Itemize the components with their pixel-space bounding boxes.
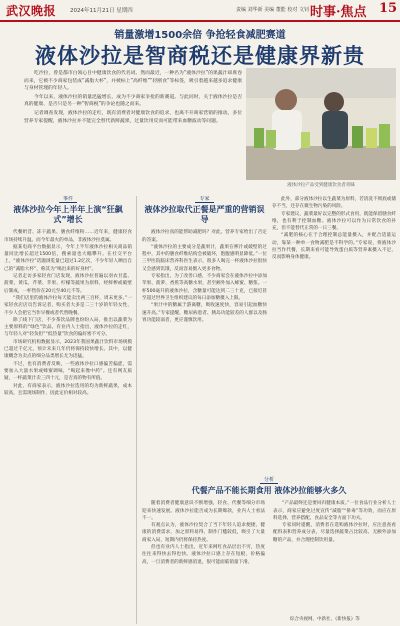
- body-paragraph: 除了线下门店，不少茶饮品牌也纷纷入局，推出以蔬菜为主要原料的“绿色”饮品。有业内人士指出，液体沙拉的走红，与年轻人对“轻负担”“低热量”饮食的偏好密不可分。: [4, 317, 132, 338]
- column-expert: [142, 196, 267, 471]
- body-paragraph: 此外，部分液体沙拉以生蔬菜为原料，若清洗不彻底或储存不当，还存在微生物污染的风险。: [272, 197, 396, 210]
- column-title: 液体沙拉取代正餐是严重的营销误导: [144, 205, 265, 225]
- body-paragraph: 记者走访多家轻食门店发现，液体沙拉普遍以羽衣甘蓝、菠菜、黄瓜、芹菜、苹果、柠檬等蔬果为原料，经鲜榨或破壁后制成，一杯售价在20元至40元不等。: [4, 274, 132, 294]
- juice-bar-photo-illustration: [246, 68, 396, 180]
- body-paragraph: 随着消费者健康意识不断增强，轻食、代餐等细分市场迎来快速发展。液体沙拉能否成为长期爆款，业内人士看法不一。: [142, 501, 265, 521]
- column-title: 液体沙拉今年上半年上演“狂飙式”增长: [13, 205, 123, 225]
- body-paragraph: 有观点认为，液体沙拉契合了当下年轻人追求便捷、健康的消费需求，加之原料易得、制作门槛较低，吸引了大量商家入局，短期内仍将保持热度。: [142, 523, 265, 543]
- column-expert-continued: [272, 196, 396, 471]
- lead-paragraph: 记者调查发现，液体沙拉的走红，既有消费者对健康饮食的追求，也离不开商家营销的推动。多位营养专家提醒，液体沙拉并不能完全替代新鲜蔬果，过量饮用反而可能带来血糖波动等问题。: [24, 110, 242, 124]
- page-header: [0, 0, 400, 22]
- body-paragraph: 液体沙拉真的能帮助减肥吗？对此，营养专家给出了否定的答案。: [142, 230, 267, 243]
- column-title: 代餐产品不能长期食用 液体沙拉能够火多久: [191, 486, 347, 496]
- body-paragraph: 专家建议，蔬菜最好以完整的形式食用，既能保留膳食纤维，也有利于控制血糖。液体沙拉可以作为日常饮食的补充，但不能替代正常的一日三餐。: [272, 211, 396, 232]
- body-paragraph: “果汁中的糖属于游离糖，吸收速度快，容易引起血糖快速升高。”专家提醒，糖尿病患者、胰岛功能较差的人群以及肠胃功能较弱者，更应谨慎饮用。: [142, 303, 267, 323]
- body-paragraph: “我们店里的液体沙拉每天能卖出两三百杯，周末更多。”一家轻食店店员告诉记者，购买者大多是二三十岁的年轻女性，不少人会把它当作早餐或者代替晚餐。: [4, 295, 132, 316]
- column-divider: [136, 196, 137, 624]
- body-paragraph: 专家指出，为了改善口感，不少商家会在液体沙拉中添加苹果、菠萝、香蕉等高糖水果，甚至额外加入蜂蜜、糖浆。一杯500毫升的液体沙拉，含糖量可能达到二三十克，已接近甚至超过世界卫生组织建议的每日添加糖摄入上限。: [142, 274, 267, 301]
- page-number: 15: [379, 1, 398, 16]
- lead-paragraph: 吃沙拉，曾是都市白领心目中健康饮食的代名词。然而最近，一种名为“液体沙拉”的果蔬汁却席卷而来，它被不少商家包装成“减脂大杯”，并被标上“高纤维”“轻断食”等标签，吸引着越来越多追求健康与身材管理的年轻人。: [24, 71, 242, 92]
- body-paragraph: “产品最终还是要回归健康本质。”一位食品行业分析人士表示，商家应避免过度宣传“减脂”“排毒”等功效，而应在原料选择、营养搭配、食品安全等方面下功夫。: [273, 501, 396, 521]
- body-paragraph: 对此，有商家表示，液体沙拉选用的均为新鲜蔬果，成本较高，且需现场制作，因此定价相对较高。: [4, 383, 132, 396]
- lead-paragraphs: [24, 70, 242, 126]
- body-paragraph: “减肥的核心在于合理控制总能量摄入，并配合适量运动，靠某一种单一食物减肥是不科学的。”专家说，将液体沙拉当作代餐，长期来看可能导致蛋白质等营养素摄入不足，反而影响身体健康。: [272, 233, 396, 261]
- main-headline: 液体沙拉是智商税还是健康界新贵: [35, 44, 365, 68]
- lead-paragraph: 今年以来，液体沙拉的销量迅猛增长，成为不少商家争抢的新赛道。与此同时，关于液体沙拉是否真的健康、是否只是另一种“智商税”的争论也随之而来。: [24, 94, 242, 108]
- column-tag: 事件: [4, 196, 132, 203]
- body-paragraph: “液体沙拉的主要成分是蔬果汁，蔬果在榨汁或破壁的过程中，其中的膳食纤维结构会被破坏，饱腹感明显降低。”一位三甲医院临床营养科医生表示，很多人喝完一杯液体沙拉很快又会感到饥饿，反而容易摄入更多食物。: [142, 244, 267, 272]
- newspaper-logo: 武汉晚报: [6, 4, 57, 18]
- body-paragraph: 据某电商平台数据显示，今年上半年液体沙拉相关商品销量同比增长超过1500倍，搜索量也大幅攀升。在社交平台上，“液体沙拉”话题浏览量已超过1.2亿次，不少年轻人晒出自己的“减脂大杯”，称其为“喝出来的好身材”。: [4, 244, 132, 272]
- news-photo: [246, 68, 396, 180]
- section-title: 时事·焦点: [310, 5, 367, 20]
- issue-date: 2024年11月21日 星期四: [70, 8, 133, 14]
- body-paragraph: 市场研究机构数据显示，2023年我国果蔬汁饮料市场规模已超过千亿元，预计未来几年仍将保持较快增长。其中，以健康概念为卖点的细分品类增长尤为迅猛。: [4, 339, 132, 360]
- body-paragraph: 专家同时提醒，消费者在选购液体沙拉时，应注意查看配料表和营养成分表，尽量选择蔬菜占比较高、无额外添加糖的产品，并合理控制饮用量。: [273, 523, 396, 543]
- kicker-headline: 销量激增1500余倍 争抢轻食减肥赛道: [114, 30, 286, 41]
- body-paragraph: 不过，也有消费者反映，一些液体沙拉口感偏苦偏涩，需要加入大量水果或蜂蜜调味，“喝起来像中药”。还有网友质疑，一杯蔬菜汁卖三四十元，是否真的物有所值。: [4, 361, 132, 382]
- column-analysis: [142, 477, 396, 566]
- body-paragraph: 代餐奶昔、冻干蔬果、膳食纤维粉……近年来，健康轻食市场持续升温。而今年最火的单品，非液体沙拉莫属。: [4, 230, 132, 243]
- column-tag: 分析: [142, 477, 396, 484]
- photo-caption: 液体沙拉产品受到健康饮食者青睐: [287, 183, 355, 188]
- editor-credits: 责编 刘华新 美编 董能 校对 文钊: [236, 7, 309, 13]
- body-paragraph: 但也有业内人士指出，近年来网红食品层出不穷，热度往往来得快去得也快。液体沙拉口感上存在短板，价格偏高，一旦消费者的新鲜感消退，很可能面临销量下滑。: [142, 545, 265, 565]
- column-tag: 专家: [142, 196, 267, 203]
- column-event: [4, 196, 132, 624]
- source-credit: 综合央视网、中新社、《新快报》等: [290, 617, 360, 622]
